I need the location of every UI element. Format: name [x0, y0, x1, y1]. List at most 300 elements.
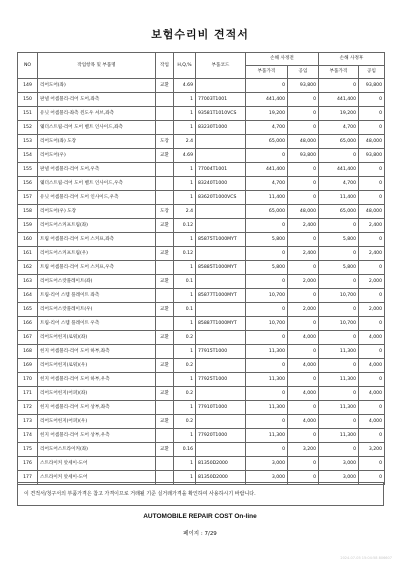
- header-no: NO: [18, 53, 38, 79]
- table-row: [18, 177, 385, 191]
- document-title: 보험수리비 견적서: [151, 28, 249, 41]
- row-work: [156, 429, 174, 443]
- header-after-part-price: 부품가격: [319, 66, 359, 79]
- row-work: 도장: [156, 205, 174, 219]
- row-after-part-price: 19,200: [319, 107, 359, 121]
- row-after-labor: 2,000: [359, 275, 385, 289]
- row-after-labor: 93,800: [359, 79, 385, 93]
- row-after-labor: 4,000: [359, 359, 385, 373]
- row-work: [156, 163, 174, 177]
- row-after-part-price: 0: [319, 275, 359, 289]
- row-no: 177: [18, 471, 38, 485]
- row-after-labor: 3,200: [359, 443, 385, 457]
- row-after-part-price: 441,400: [319, 93, 359, 107]
- row-hq: 1: [174, 261, 196, 275]
- table-row: [18, 79, 385, 93]
- table-row: [18, 135, 385, 149]
- row-after-labor: 0: [359, 93, 385, 107]
- row-code: 81350D2000: [196, 457, 246, 471]
- row-work: 교환: [156, 415, 174, 429]
- row-after-part-price: 4,700: [319, 121, 359, 135]
- row-after-labor: 2,400: [359, 219, 385, 233]
- row-no: 149: [18, 79, 38, 93]
- row-hq: 4.69: [174, 79, 196, 93]
- row-work: 교환: [156, 275, 174, 289]
- row-before-part-price: 441,400: [246, 163, 288, 177]
- row-work: 교환: [156, 219, 174, 233]
- row-before-part-price: 0: [246, 303, 288, 317]
- row-work: 교환: [156, 331, 174, 345]
- row-hq: 1: [174, 121, 196, 135]
- row-before-labor: 0: [288, 261, 319, 275]
- row-no: 173: [18, 415, 38, 429]
- row-hq: 1: [174, 107, 196, 121]
- row-item: 리어도어스캇플레이트(우): [38, 303, 156, 317]
- row-after-part-price: 5,800: [319, 233, 359, 247]
- row-code: 77925T1000: [196, 373, 246, 387]
- row-item: 힌지 어셈블리-리어 도어 상부,좌측: [38, 401, 156, 415]
- row-work: [156, 373, 174, 387]
- row-code: [196, 135, 246, 149]
- table-header-row: [18, 53, 385, 66]
- row-no: 151: [18, 107, 38, 121]
- row-work: [156, 121, 174, 135]
- row-code: 85887T1000MYT: [196, 317, 246, 331]
- row-item: 리어도어스캇플레이트(좌): [38, 275, 156, 289]
- row-no: 166: [18, 317, 38, 331]
- row-no: 167: [18, 331, 38, 345]
- row-no: 165: [18, 303, 38, 317]
- row-item: 힌지 어셈블리-리어 도어 하부,우측: [38, 373, 156, 387]
- row-hq: 0.2: [174, 415, 196, 429]
- table-row: [18, 429, 385, 443]
- row-hq: 0.2: [174, 387, 196, 401]
- row-after-part-price: 0: [319, 247, 359, 261]
- row-after-part-price: 4,700: [319, 177, 359, 191]
- row-item: 리어도어(좌): [38, 79, 156, 93]
- row-before-labor: 0: [288, 345, 319, 359]
- row-before-labor: 0: [288, 163, 319, 177]
- page-number: 페이지 : 7/29: [183, 531, 217, 537]
- row-no: 175: [18, 443, 38, 457]
- row-item: 판넬 어셈블리-리어 도어,우측: [38, 163, 156, 177]
- row-item: 웨더스트립-리어 도어 벨트 인사이드,좌측: [38, 121, 156, 135]
- row-hq: 1: [174, 317, 196, 331]
- row-after-labor: 93,800: [359, 149, 385, 163]
- row-after-labor: 0: [359, 401, 385, 415]
- row-before-labor: 93,800: [288, 149, 319, 163]
- row-code: [196, 149, 246, 163]
- row-item: 웨더스트립-리어 도어 벨트 인사이드,우측: [38, 177, 156, 191]
- row-after-labor: 0: [359, 107, 385, 121]
- row-before-labor: 4,000: [288, 415, 319, 429]
- row-work: [156, 177, 174, 191]
- row-item: 리어도어스커프트림(좌): [38, 219, 156, 233]
- table-row: [18, 443, 385, 457]
- row-hq: 4.69: [174, 149, 196, 163]
- row-after-labor: 4,000: [359, 387, 385, 401]
- disclaimer-note: 이 견적서/청구서의 부품가격은 참고 가격이므로 거래될 기준 실거래가격을 확인하여 사용하시기 바랍니다.: [17, 482, 384, 506]
- row-code: [196, 331, 246, 345]
- row-after-part-price: 0: [319, 387, 359, 401]
- row-code: [196, 387, 246, 401]
- row-code: 81350D2000: [196, 471, 246, 485]
- row-before-part-price: 5,800: [246, 233, 288, 247]
- row-item: 유닛 어셈블리-좌측 윈도우 셔브,좌측: [38, 107, 156, 121]
- row-work: 도장: [156, 135, 174, 149]
- row-no: 169: [18, 359, 38, 373]
- row-code: [196, 275, 246, 289]
- row-code: 77003T1001: [196, 93, 246, 107]
- row-item: 리어도어(좌) 도장: [38, 135, 156, 149]
- row-code: 85875T1000MYT: [196, 233, 246, 247]
- row-after-labor: 0: [359, 191, 385, 205]
- table-row: [18, 191, 385, 205]
- row-work: [156, 93, 174, 107]
- row-before-part-price: 0: [246, 149, 288, 163]
- row-before-labor: 0: [288, 457, 319, 471]
- row-before-labor: 0: [288, 93, 319, 107]
- row-work: [156, 457, 174, 471]
- table-row: [18, 163, 385, 177]
- row-work: [156, 317, 174, 331]
- row-code: 83230T1000: [196, 121, 246, 135]
- row-after-part-price: 0: [319, 219, 359, 233]
- row-hq: 2.4: [174, 205, 196, 219]
- row-after-labor: 48,000: [359, 205, 385, 219]
- row-hq: 1: [174, 177, 196, 191]
- row-no: 156: [18, 177, 38, 191]
- row-after-part-price: 65,000: [319, 135, 359, 149]
- row-before-part-price: 0: [246, 443, 288, 457]
- row-before-labor: 3,200: [288, 443, 319, 457]
- row-after-part-price: 0: [319, 303, 359, 317]
- print-timestamp: 2024-07-05 15:04:58 806607: [340, 556, 392, 560]
- row-item: 힌지 어셈블리-리어 도어 하부,좌측: [38, 345, 156, 359]
- row-item: 스트라이커 앗세이-도어: [38, 471, 156, 485]
- row-no: 161: [18, 247, 38, 261]
- row-after-labor: 0: [359, 345, 385, 359]
- row-code: [196, 79, 246, 93]
- row-after-part-price: 11,300: [319, 401, 359, 415]
- row-hq: 1: [174, 163, 196, 177]
- row-before-part-price: 0: [246, 247, 288, 261]
- row-code: 77004T1001: [196, 163, 246, 177]
- row-code: 83240T1000: [196, 177, 246, 191]
- row-before-part-price: 5,800: [246, 261, 288, 275]
- row-after-labor: 2,400: [359, 247, 385, 261]
- row-work: 교환: [156, 149, 174, 163]
- row-work: 교환: [156, 443, 174, 457]
- row-after-labor: 0: [359, 373, 385, 387]
- footer-brand: AUTOMOBILE REPAIR COST On-line: [143, 513, 257, 520]
- row-after-labor: 0: [359, 261, 385, 275]
- row-before-part-price: 4,700: [246, 121, 288, 135]
- row-no: 171: [18, 387, 38, 401]
- row-no: 176: [18, 457, 38, 471]
- table-row: [18, 219, 385, 233]
- table-row: [18, 401, 385, 415]
- row-before-part-price: 10,700: [246, 317, 288, 331]
- row-after-part-price: 5,800: [319, 261, 359, 275]
- table-body: [18, 79, 385, 485]
- row-item: 리어도어(우) 도장: [38, 205, 156, 219]
- row-code: [196, 415, 246, 429]
- row-item: 트림-리어 스텝 플레이트 우측: [38, 317, 156, 331]
- header-work: 작업: [156, 53, 174, 79]
- row-after-labor: 0: [359, 429, 385, 443]
- row-hq: 0.12: [174, 219, 196, 233]
- row-work: 교환: [156, 247, 174, 261]
- header-before-labor: 공임: [288, 66, 319, 79]
- row-before-part-price: 441,400: [246, 93, 288, 107]
- row-after-part-price: 11,400: [319, 191, 359, 205]
- header-after: 손해 사정후: [319, 53, 385, 66]
- row-before-labor: 48,000: [288, 135, 319, 149]
- row-hq: 1: [174, 471, 196, 485]
- row-hq: 1: [174, 401, 196, 415]
- row-after-part-price: 0: [319, 443, 359, 457]
- row-after-labor: 0: [359, 121, 385, 135]
- table-row: [18, 205, 385, 219]
- table-row: [18, 121, 385, 135]
- row-before-labor: 0: [288, 107, 319, 121]
- header-hq: H,Q,%: [174, 53, 196, 79]
- row-after-part-price: 65,000: [319, 205, 359, 219]
- row-before-labor: 0: [288, 401, 319, 415]
- row-before-labor: 2,400: [288, 247, 319, 261]
- table-row: [18, 331, 385, 345]
- row-code: 85885T1000MYT: [196, 261, 246, 275]
- row-code: 77910T1000: [196, 401, 246, 415]
- row-before-part-price: 65,000: [246, 135, 288, 149]
- row-item: 리어도어힌지(어퍼)(좌): [38, 387, 156, 401]
- row-no: 174: [18, 429, 38, 443]
- row-code: 77920T1000: [196, 429, 246, 443]
- row-after-part-price: 10,700: [319, 317, 359, 331]
- row-code: 85877T1000MYT: [196, 289, 246, 303]
- row-after-part-price: 3,000: [319, 457, 359, 471]
- row-code: [196, 359, 246, 373]
- row-before-part-price: 0: [246, 387, 288, 401]
- row-before-labor: 4,000: [288, 387, 319, 401]
- row-after-part-price: 3,000: [319, 471, 359, 485]
- row-before-labor: 4,000: [288, 359, 319, 373]
- row-before-part-price: 3,000: [246, 471, 288, 485]
- row-after-part-price: 441,400: [319, 163, 359, 177]
- row-item: 리어도어힌지(로워)(우): [38, 359, 156, 373]
- row-before-part-price: 0: [246, 359, 288, 373]
- row-before-labor: 2,000: [288, 303, 319, 317]
- row-before-labor: 2,400: [288, 219, 319, 233]
- table-row: [18, 457, 385, 471]
- row-work: [156, 107, 174, 121]
- row-no: 158: [18, 205, 38, 219]
- row-no: 160: [18, 233, 38, 247]
- row-before-part-price: 10,700: [246, 289, 288, 303]
- row-after-part-price: 11,300: [319, 373, 359, 387]
- table-row: [18, 387, 385, 401]
- row-after-part-price: 11,300: [319, 345, 359, 359]
- row-hq: 2.4: [174, 135, 196, 149]
- row-hq: 1: [174, 457, 196, 471]
- table-row: [18, 303, 385, 317]
- row-before-part-price: 11,300: [246, 373, 288, 387]
- row-before-labor: 0: [288, 429, 319, 443]
- row-after-part-price: 0: [319, 79, 359, 93]
- row-before-labor: 0: [288, 471, 319, 485]
- table-row: [18, 275, 385, 289]
- table-row: [18, 149, 385, 163]
- row-after-labor: 0: [359, 289, 385, 303]
- row-hq: 1: [174, 345, 196, 359]
- row-work: [156, 289, 174, 303]
- row-code: 77915T1000: [196, 345, 246, 359]
- row-no: 150: [18, 93, 38, 107]
- row-before-part-price: 11,300: [246, 401, 288, 415]
- row-before-labor: 2,000: [288, 275, 319, 289]
- header-after-labor: 공임: [359, 66, 385, 79]
- row-before-part-price: 11,300: [246, 345, 288, 359]
- row-no: 172: [18, 401, 38, 415]
- table-row: [18, 289, 385, 303]
- row-before-labor: 0: [288, 317, 319, 331]
- row-code: 83620T1000VCS: [196, 191, 246, 205]
- row-no: 157: [18, 191, 38, 205]
- row-after-labor: 2,000: [359, 303, 385, 317]
- row-after-labor: 48,000: [359, 135, 385, 149]
- row-work: [156, 261, 174, 275]
- row-code: [196, 443, 246, 457]
- row-code: [196, 303, 246, 317]
- row-after-labor: 0: [359, 457, 385, 471]
- row-before-part-price: 65,000: [246, 205, 288, 219]
- row-before-labor: 4,000: [288, 331, 319, 345]
- row-before-part-price: 11,300: [246, 429, 288, 443]
- row-work: 교환: [156, 303, 174, 317]
- table-row: [18, 345, 385, 359]
- row-item: 트림 어셈블리-리어 도어 스커프,우측: [38, 261, 156, 275]
- row-item: 판넬 어셈블리-리어 도어,좌측: [38, 93, 156, 107]
- table-row: [18, 93, 385, 107]
- row-work: [156, 401, 174, 415]
- row-after-labor: 0: [359, 471, 385, 485]
- row-before-part-price: 3,000: [246, 457, 288, 471]
- row-before-part-price: 0: [246, 79, 288, 93]
- row-before-labor: 48,000: [288, 205, 319, 219]
- table-row: [18, 373, 385, 387]
- row-item: 스트라이커 앗세이-도어: [38, 457, 156, 471]
- row-item: 리어도어(우): [38, 149, 156, 163]
- header-item: 작업항목 및 부품명: [38, 53, 156, 79]
- row-hq: 0.1: [174, 303, 196, 317]
- row-after-labor: 0: [359, 163, 385, 177]
- row-before-part-price: 11,400: [246, 191, 288, 205]
- row-item: 리어도어힌지(로워)(좌): [38, 331, 156, 345]
- row-hq: 0.12: [174, 247, 196, 261]
- row-after-labor: 4,000: [359, 331, 385, 345]
- row-code: 93581T1010VCS: [196, 107, 246, 121]
- header-before-part-price: 부품가격: [246, 66, 288, 79]
- row-no: 155: [18, 163, 38, 177]
- table-row: [18, 107, 385, 121]
- row-item: 힌지 어셈블리-리어 도어 상부,우측: [38, 429, 156, 443]
- row-before-part-price: 0: [246, 275, 288, 289]
- row-no: 152: [18, 121, 38, 135]
- row-after-part-price: 0: [319, 331, 359, 345]
- header-before: 손해 사정전: [246, 53, 319, 66]
- row-after-part-price: 0: [319, 359, 359, 373]
- row-before-labor: 0: [288, 373, 319, 387]
- row-hq: 1: [174, 191, 196, 205]
- row-item: 리어도어스커프트림(우): [38, 247, 156, 261]
- row-after-part-price: 11,300: [319, 429, 359, 443]
- row-item: 리어도어스트라이커(좌): [38, 443, 156, 457]
- row-before-part-price: 19,200: [246, 107, 288, 121]
- table-row: [18, 261, 385, 275]
- estimate-table: [17, 52, 385, 485]
- row-work: [156, 345, 174, 359]
- row-work: [156, 191, 174, 205]
- row-hq: 0.2: [174, 359, 196, 373]
- row-after-part-price: 0: [319, 149, 359, 163]
- row-before-labor: 0: [288, 177, 319, 191]
- table-row: [18, 359, 385, 373]
- row-before-part-price: 0: [246, 415, 288, 429]
- row-no: 159: [18, 219, 38, 233]
- row-item: 유닛 어셈블리-리어 도어 인사이드,우측: [38, 191, 156, 205]
- row-no: 164: [18, 289, 38, 303]
- row-hq: 0.1: [174, 275, 196, 289]
- row-no: 153: [18, 135, 38, 149]
- row-hq: 1: [174, 233, 196, 247]
- row-hq: 1: [174, 373, 196, 387]
- row-before-labor: 0: [288, 233, 319, 247]
- row-no: 162: [18, 261, 38, 275]
- table-row: [18, 247, 385, 261]
- table-row: [18, 317, 385, 331]
- table-row: [18, 415, 385, 429]
- row-code: [196, 205, 246, 219]
- row-after-labor: 0: [359, 233, 385, 247]
- row-after-labor: 4,000: [359, 415, 385, 429]
- row-before-part-price: 0: [246, 219, 288, 233]
- row-after-part-price: 0: [319, 415, 359, 429]
- row-item: 트림 어셈블리-리어 도어 스커프,좌측: [38, 233, 156, 247]
- row-before-part-price: 4,700: [246, 177, 288, 191]
- row-after-labor: 0: [359, 317, 385, 331]
- row-no: 154: [18, 149, 38, 163]
- row-after-labor: 0: [359, 177, 385, 191]
- row-no: 163: [18, 275, 38, 289]
- row-hq: 1: [174, 93, 196, 107]
- row-work: 교환: [156, 79, 174, 93]
- row-before-labor: 0: [288, 191, 319, 205]
- row-work: 교환: [156, 359, 174, 373]
- header-code: 부품코드: [196, 53, 246, 79]
- row-after-part-price: 10,700: [319, 289, 359, 303]
- row-no: 168: [18, 345, 38, 359]
- row-work: 교환: [156, 387, 174, 401]
- row-code: [196, 247, 246, 261]
- row-hq: 1: [174, 429, 196, 443]
- row-before-labor: 93,800: [288, 79, 319, 93]
- row-before-labor: 0: [288, 289, 319, 303]
- row-item: 트림-리어 스텝 플레이트 좌측: [38, 289, 156, 303]
- table-row: [18, 233, 385, 247]
- row-work: [156, 233, 174, 247]
- row-item: 리어도어힌지(어퍼)(우): [38, 415, 156, 429]
